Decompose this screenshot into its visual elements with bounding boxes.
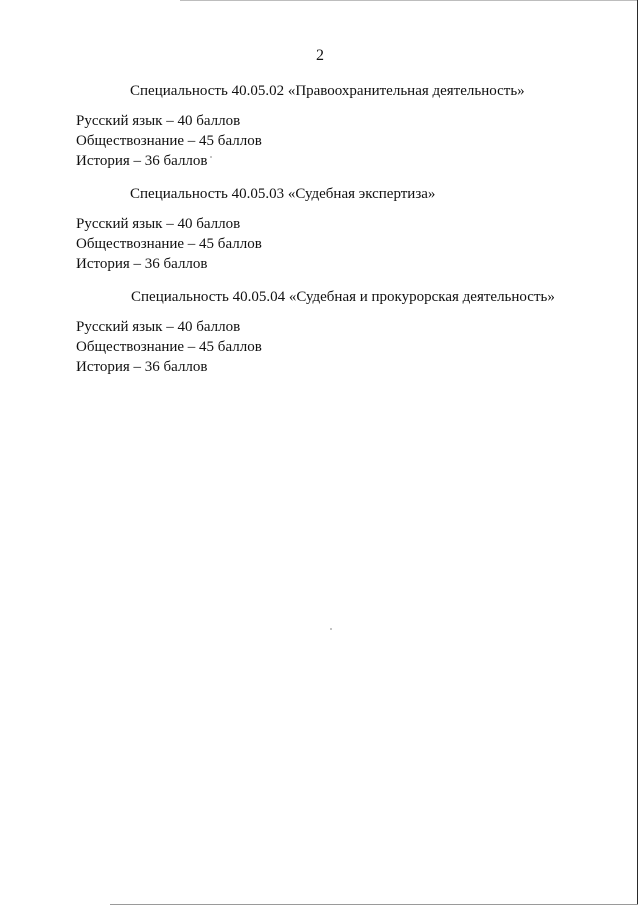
score-history: История – 36 баллов bbox=[76, 359, 208, 375]
score-list bbox=[76, 214, 262, 274]
scan-speck bbox=[330, 628, 332, 630]
score-list bbox=[76, 111, 262, 171]
score-history: История – 36 баллов bbox=[76, 256, 208, 272]
specialty-title: Специальность 40.05.02 «Правоохранительная деятельность» bbox=[130, 83, 525, 99]
scan-speck bbox=[210, 156, 212, 158]
score-social-studies: Обществознание – 45 баллов bbox=[76, 133, 262, 149]
scan-edge-top bbox=[180, 0, 638, 1]
specialty-title: Специальность 40.05.03 «Судебная экспертиза» bbox=[130, 186, 436, 202]
score-history: История – 36 баллов bbox=[76, 153, 208, 169]
specialty-title: Специальность 40.05.04 «Судебная и прокурорская деятельность» bbox=[131, 289, 555, 305]
score-social-studies: Обществознание – 45 баллов bbox=[76, 339, 262, 355]
page-number: 2 bbox=[316, 47, 324, 64]
score-russian: Русский язык – 40 баллов bbox=[76, 319, 241, 335]
score-list bbox=[76, 317, 262, 377]
score-russian: Русский язык – 40 баллов bbox=[76, 216, 241, 232]
score-russian: Русский язык – 40 баллов bbox=[76, 113, 241, 129]
scan-edge-right bbox=[637, 0, 638, 905]
score-social-studies: Обществознание – 45 баллов bbox=[76, 236, 262, 252]
